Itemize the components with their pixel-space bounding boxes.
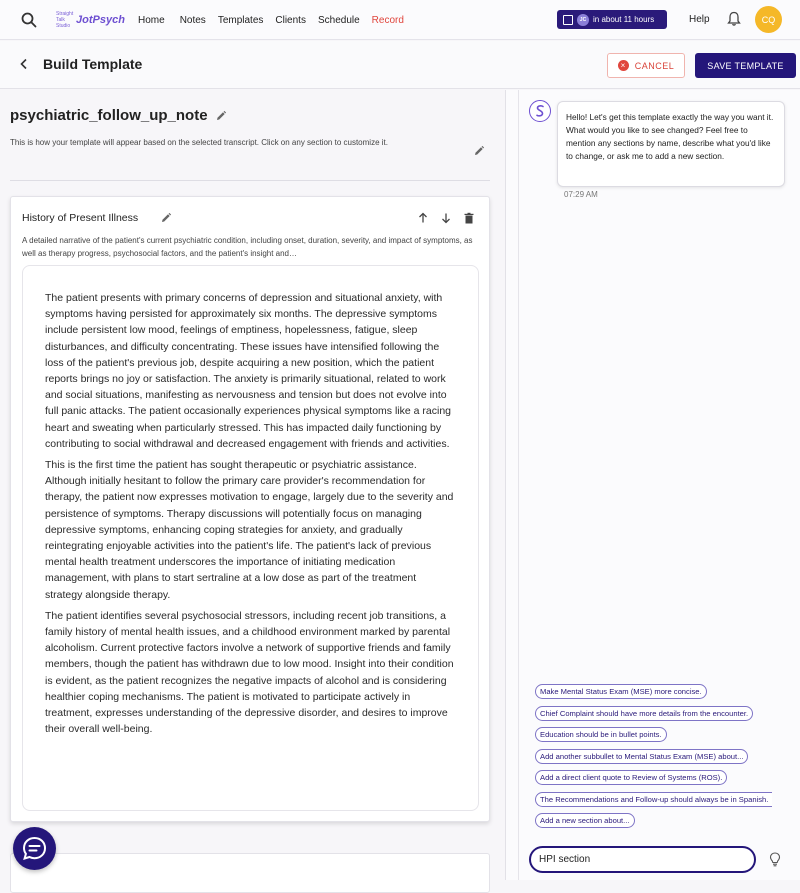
- section-description: A detailed narrative of the patient's current psychiatric condition, including onset, duration, severity, and impact of symptoms, as well as therapy progress, psychosocial factors, and the patient's insight and…: [22, 236, 473, 258]
- help-link[interactable]: Help: [689, 14, 710, 25]
- edit-description-icon[interactable]: [473, 145, 485, 157]
- message-timestamp: 07:29 AM: [564, 190, 598, 199]
- arrow-down-icon[interactable]: [440, 212, 452, 224]
- nav-record[interactable]: Record: [371, 14, 404, 26]
- section-content: [45, 290, 455, 742]
- search-icon[interactable]: [20, 11, 38, 29]
- logo-wordmark: JotPsych: [76, 14, 125, 26]
- suggestion-chip[interactable]: Make Mental Status Exam (MSE) more concise.: [535, 684, 707, 699]
- suggestion-chip[interactable]: Add a direct client quote to Review of Systems (ROS).: [535, 770, 727, 785]
- edit-section-icon[interactable]: [160, 212, 172, 224]
- save-template-button[interactable]: SAVE TEMPLATE: [695, 53, 796, 78]
- chat-bubble-icon: [13, 827, 56, 870]
- assistant-chat-panel: [506, 90, 800, 880]
- nav-templates[interactable]: Templates: [217, 14, 264, 26]
- jotpsych-logo[interactable]: [56, 11, 125, 29]
- user-avatar[interactable]: CQ: [755, 6, 782, 33]
- nav-clients[interactable]: Clients: [275, 14, 306, 26]
- section-title: History of Present Illness: [22, 212, 139, 224]
- template-description: This is how your template will appear based on the selected transcript. Click on any section to customize it.: [10, 138, 388, 147]
- client-initials-avatar: JC: [577, 14, 589, 26]
- assistant-avatar: [529, 100, 551, 122]
- suggestion-chip[interactable]: The Recommendations and Follow-up should always be in Spanish.: [535, 792, 772, 807]
- page-title: Build Template: [43, 56, 143, 72]
- appointment-time-text: in about 11 hours: [593, 15, 655, 24]
- page-header: [0, 41, 800, 89]
- nav-home[interactable]: Home: [138, 14, 165, 26]
- chat-launcher-button[interactable]: [13, 827, 56, 870]
- logo-tagline: Straight Talk Studio: [56, 11, 74, 29]
- content-paragraph: The patient presents with primary concerns of depression and situational anxiety, with symptoms having persisted for approximately six months. The depressive symptoms include persistent low mood, feelings of emptiness, hopelessness, fatigue, sleep disturbances, and difficulty concentrating. These issues have intensified following the loss of the patient's previous job, despite acquiring a new position, which the patient reports brings no joy or satisfaction. The anxiety is primarily situational, related to work and social situations, manifesting as nervousness and tension but does not evolve into full panic attacks. The patient occasionally experiences physical symptoms like a racing heart and sweating when particularly stressed. This has impacted daily functioning by contributing to social withdrawal and decreased engagement with friends and activities.: [45, 292, 452, 450]
- lightbulb-icon[interactable]: [769, 852, 781, 867]
- top-nav-bar: [0, 0, 800, 40]
- suggestion-chip[interactable]: Add another subbullet to Mental Status Exam (MSE) about...: [535, 749, 748, 764]
- back-arrow-icon[interactable]: [18, 57, 30, 71]
- cancel-button[interactable]: [607, 53, 685, 78]
- arrow-up-icon[interactable]: [417, 212, 429, 224]
- upcoming-appointment-badge[interactable]: [557, 10, 667, 29]
- assistant-logo-icon: [530, 101, 550, 121]
- section-content-box[interactable]: [22, 265, 479, 811]
- assistant-message: Hello! Let's get this template exactly the way you want it. What would you like to see changed? Feel free to mention any sections by name, describe what you'd like to change, or ask me to add a new section.: [557, 101, 785, 187]
- calendar-icon: [563, 15, 573, 25]
- section-card-hpi[interactable]: [10, 196, 490, 822]
- main-nav: [138, 0, 416, 40]
- suggestion-chip[interactable]: Education should be in bullet points.: [535, 727, 667, 742]
- chat-container: [518, 90, 800, 880]
- suggestion-chip[interactable]: Chief Complaint should have more details from the encounter.: [535, 706, 753, 721]
- close-circle-icon: ×: [618, 60, 629, 71]
- chat-input[interactable]: HPI section: [529, 846, 756, 873]
- divider: [10, 180, 490, 181]
- nav-notes[interactable]: Notes: [179, 14, 206, 26]
- template-name: psychiatric_follow_up_note: [10, 107, 208, 124]
- content-paragraph: This is the first time the patient has sought therapeutic or psychiatric assistance. Although initially hesitant to follow the primary care provider's recommendation for therapy, the patient now expresses motivation to engage, largely due to the severity and persistence of symptoms. Therapy discussions will potentially focus on managing depressive symptoms, enhancing coping strategies for anxiety, and gradually reintegrating enjoyable activities into the patient's life. The patient's lack of previous mental health treatment underscores the importance of initiating medication management, with plans to start sertraline at a low dose as part of the treatment strategy alongside therapy.: [45, 459, 454, 601]
- trash-icon[interactable]: [463, 212, 475, 224]
- bell-icon[interactable]: [727, 11, 741, 27]
- template-editor-panel: [0, 90, 505, 880]
- cancel-label: CANCEL: [634, 60, 675, 71]
- section-card-next[interactable]: [10, 853, 490, 893]
- nav-schedule[interactable]: Schedule: [317, 14, 360, 26]
- edit-template-name-icon[interactable]: [215, 110, 227, 122]
- content-paragraph: The patient identifies several psychosocial stressors, including recent job transitions, a family history of mental health issues, and a childhood environment marked by parental alcoholism. Current protective factors involve a network of supportive friends and family members, though the patient has withdrawn due to low mood. Insight into their condition is evident, as the patient recognizes the negative impacts of alcohol and is considering healthier coping mechanisms. The patient is motivated to participate actively in treatment, expresses understanding of the depressive disorder, and desires to improve their overall well-being.: [45, 609, 454, 736]
- suggestion-chip[interactable]: Add a new section about...: [535, 813, 635, 828]
